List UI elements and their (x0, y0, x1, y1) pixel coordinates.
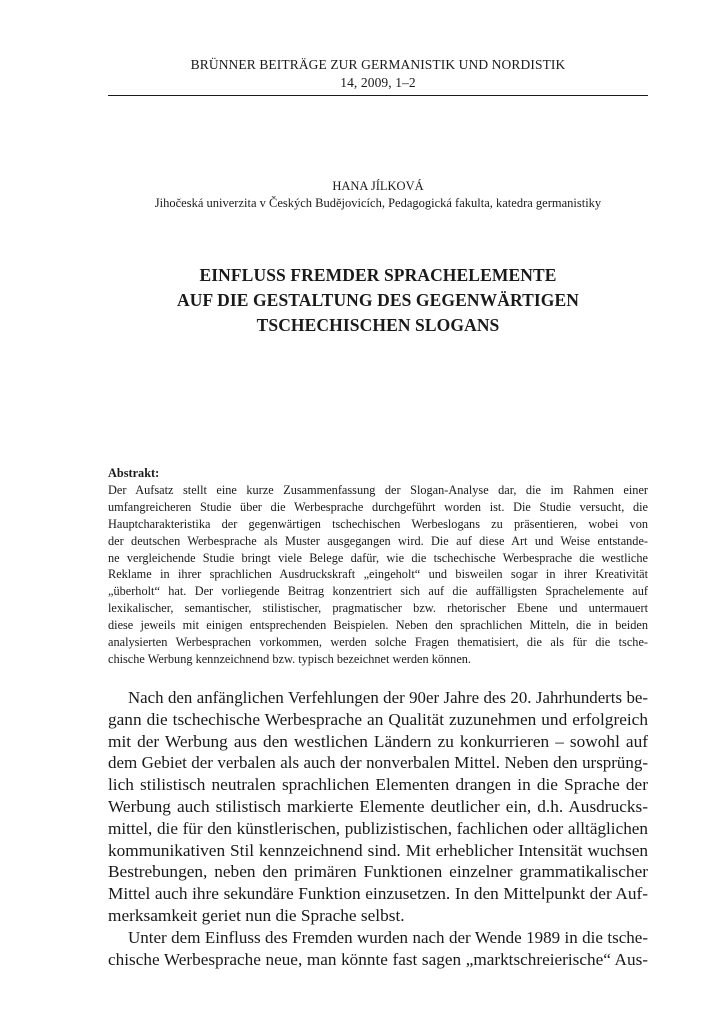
journal-issue: 14, 2009, 1–2 (340, 75, 416, 90)
body-line: merksamkeit geriet nun die Sprache selbst. (108, 905, 405, 925)
abstract-label: Abstrakt: (108, 466, 160, 480)
abstract-line: Reklame in ihrer sprachlichen Ausdruckskraft „eingeholt“ und bisweilen sogar in ihrer Kreativität (108, 567, 648, 582)
title-line: AUF DIE GESTALTUNG DES GEGENWÄRTIGEN (176, 290, 579, 310)
paragraph (108, 687, 648, 927)
body-line: Unter dem Einfluss des Fremden wurden nach der Wende 1989 in die tsche- (128, 927, 648, 947)
body-line: dem Gebiet der verbalen als auch der nonverbalen Mittel. Neben den ursprüng- (108, 753, 648, 773)
body-line: mittel, die für den künstlerischen, publizistischen, fachlichen oder alltäglichen (108, 818, 648, 838)
abstract-line: chische Werbung kennzeichnend bzw. typisch bezeichnet werden können. (108, 651, 471, 666)
article-title (108, 263, 648, 338)
abstract-line: umfangreicheren Studie über die Werbesprache durchgeführt worden ist. Die Studie versucht, die (108, 499, 648, 514)
body-line: lich stilistisch neutralen sprachlichen Elementen drangen in die Sprache der (108, 775, 648, 795)
abstract (108, 465, 648, 668)
body-line: Bestrebungen, neben den primären Funktionen einzelner grammatikalischer (108, 862, 648, 882)
body-line: Mittel auch ihre sekundäre Funktion einzusetzen. In den Mittelpunkt der Auf- (108, 884, 648, 904)
author-affiliation: Jihočeská univerzita v Českých Budějovicích, Pedagogická fakulta, katedra germanistiky (154, 196, 602, 210)
title-line: EINFLUSS FREMDER SPRACHELEMENTE (199, 265, 557, 285)
abstract-line: „überholt“ hat. Der vorliegende Beitrag konzentriert sich auf die auffälligsten Sprachelemente auf (108, 584, 648, 599)
abstract-line: Hauptcharakteristika der gegenwärtigen tschechischen Werbeslogans zu präsentieren, wobei von (108, 516, 648, 531)
abstract-line: der deutschen Werbesprache als Muster ausgegangen wird. Die auf diese Art und Weise entstande- (108, 533, 648, 548)
body-line: mit der Werbung aus den westlichen Ländern zu konkurrieren – sowohl auf (108, 731, 648, 751)
journal-header (108, 56, 648, 92)
body-line: chische Werbesprache neue, man könnte fast sagen „marktschreierische“ Aus- (108, 949, 648, 969)
author-block (108, 178, 648, 212)
title-line: TSCHECHISCHEN SLOGANS (256, 315, 500, 335)
abstract-line: Der Aufsatz stellt eine kurze Zusammenfassung der Slogan-Analyse dar, die im Rahmen einer (108, 482, 648, 497)
abstract-line: lexikalischer, semantischer, stilistischer, pragmatischer bzw. rhetorischer Ebene und untermauert (108, 601, 648, 616)
body-line: kommunikativen Stil kennzeichnend sind. Mit erheblicher Intensität wuchsen (108, 840, 648, 860)
body-text (108, 687, 648, 970)
abstract-line: ne vergleichende Studie bringt viele Belege dafür, wie die tschechische Werbesprache die westliche (108, 550, 648, 565)
author-name: HANA JÍLKOVÁ (332, 179, 424, 193)
abstract-line: analysierten Werbesprachen vorkommen, werden solche Fragen thematisiert, die als für die tsche- (108, 635, 648, 650)
abstract-line: diese jeweils mit einigen entsprechenden Beispielen. Neben den sprachlichen Mitteln, die in beiden (108, 618, 648, 633)
journal-series: BRÜNNER BEITRÄGE ZUR GERMANISTIK UND NORDISTIK (190, 57, 566, 72)
body-line: Werbung auch stilistisch markierte Elemente deutlicher ein, d.h. Ausdrucks- (108, 796, 648, 816)
body-line: gann die tschechische Werbesprache an Qualität zuzunehmen und erfolgreich (108, 709, 648, 729)
body-line: Nach den anfänglichen Verfehlungen der 90er Jahre des 20. Jahrhunderts be- (128, 688, 648, 707)
paragraph (108, 927, 648, 971)
header-divider (108, 95, 648, 96)
